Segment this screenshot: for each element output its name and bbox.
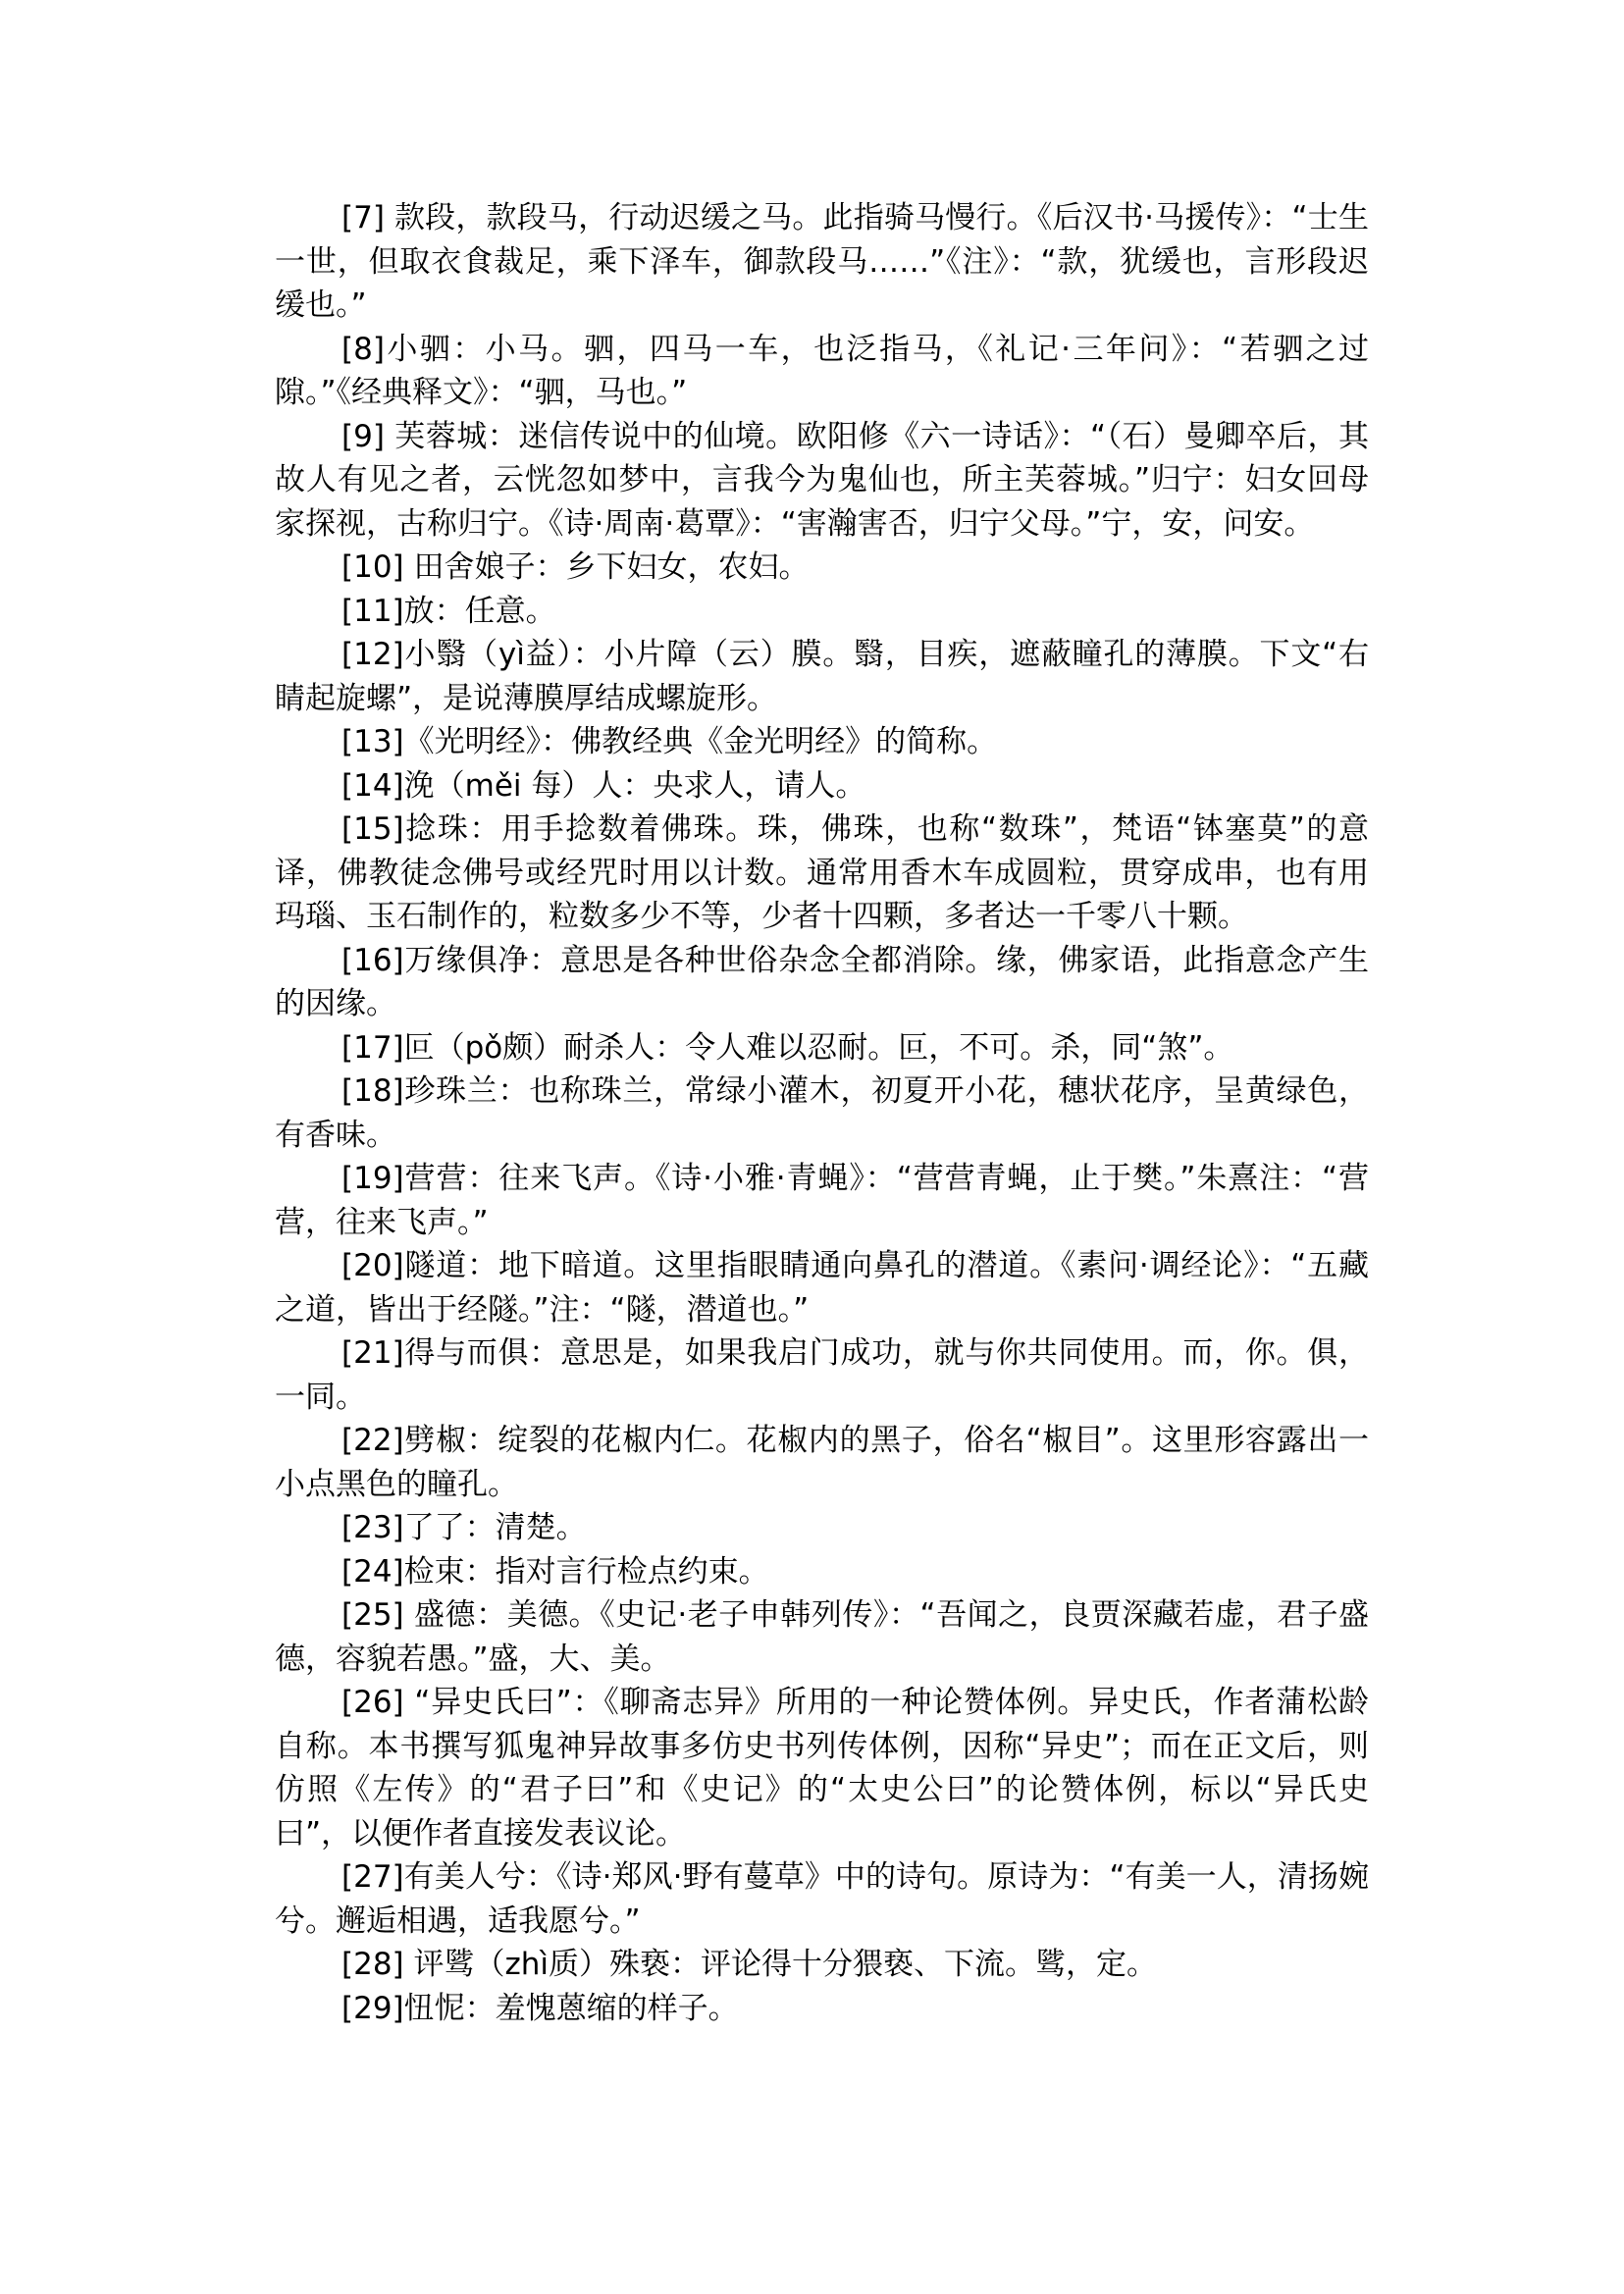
note-24: [24]检束：指对言行检点约束。 [341,1553,769,1590]
note-9: [9] 芙蓉城：迷信传说中的仙境。欧阳修《六一诗话》：“（石）曼卿卒后，其故人有见之者，云恍忽如梦中，言我今为鬼仙也，所主芙蓉城。”归宁：妇女回母家探视，古称归宁。《诗·周南·葛覃》：“害瀚害否，归宁父母。”宁，安，问安。 [275,418,1369,542]
note-7: [7] 款段，款段马，行动迟缓之马。此指骑马慢行。《后汉书·马援传》：“士生一世，但取衣食裁足，乘下泽车，御款段马……”《注》：“款，犹缓也，言形段迟缓也。” [275,200,1369,323]
note-28: [28] 评骘（zhì质）殊亵：评论得十分猥亵、下流。骘，定。 [341,1947,1158,1982]
note-20: [20]隧道：地下暗道。这里指眼睛通向鼻孔的潜道。《素问·调经论》：“五藏之道，皆出于经隧。”注：“隧，潜道也。” [275,1248,1369,1328]
note-19: [19]营营：往来飞声。《诗·小雅·青蝇》：“营营青蝇，止于樊。”朱熹注：“营营，往来飞声。” [275,1161,1369,1240]
note-15: [15]捻珠：用手捻数着佛珠。珠，佛珠，也称“数珠”，梵语“钵塞莫”的意译，佛教徒念佛号或经咒时用以计数。通常用香木车成圆粒，贯穿成串，也有用玛瑙、玉石制作的，粒数多少不等，少者十四颗，多者达一千零八十颗。 [275,811,1369,934]
note-14: [14]浼（měi 每）人：央求人，请人。 [341,767,866,804]
note-26: [26] “异史氏曰”：《聊斋志异》所用的一种论赞体例。异史氏，作者蒲松龄自称。本书撰写狐鬼神异故事多仿史书列传体例，因称“异史”；而在正文后，则仿照《左传》的“君子曰”和《史记》的“太史公曰”的论赞体例，标以“异氏史曰”，以便作者直接发表议论。 [275,1685,1369,1851]
note-21: [21]得与而俱：意思是，如果我启门成功，就与你共同使用。而，你。俱，一同。 [275,1335,1369,1415]
note-23: [23]了了：清楚。 [341,1510,587,1545]
note-8: [8]小驷：小马。驷，四马一车，也泛指马，《礼记·三年问》：“若驷之过隙。”《经典释文》：“驷，马也。” [275,331,1369,410]
note-29: [29]忸怩：羞愧蒽缩的样子。 [341,1990,739,2026]
note-18: [18]珍珠兰：也称珠兰，常绿小灌木，初夏开小花，穗状花序，呈黄绿色，有香味。 [275,1073,1369,1153]
annotation-page [275,196,1369,2030]
note-22: [22]劈椒：绽裂的花椒内仁。花椒内的黑子，俗名“椒目”。这里形容露出一小点黑色的瞳孔。 [275,1423,1369,1502]
note-27: [27]有美人兮：《诗·郑风·野有蔓草》中的诗句。原诗为：“有美一人，清扬婉兮。邂逅相遇，适我愿兮。” [275,1859,1369,1939]
note-17: [17]叵（pǒ颇）耐杀人：令人难以忍耐。叵，不可。杀，同“煞”。 [341,1029,1234,1066]
note-25: [25] 盛德：美德。《史记·老子申韩列传》：“吾闻之，良贾深藏若虚，君子盛德，容貌若愚。”盛，大、美。 [275,1597,1369,1677]
note-10: [10] 田舍娘子：乡下妇女，农妇。 [341,549,810,585]
note-11: [11]放：任意。 [341,593,556,629]
note-13: [13]《光明经》：佛教经典《金光明经》的简称。 [341,724,998,759]
note-16: [16]万缘俱净：意思是各种世俗杂念全都消除。缘，佛家语，此指意念产生的因缘。 [275,942,1369,1021]
note-12: [12]小翳（yì益）：小片障（云）膜。翳，目疾，遮蔽瞳孔的薄膜。下文“右睛起旋螺”，是说薄膜厚结成螺旋形。 [275,637,1369,716]
